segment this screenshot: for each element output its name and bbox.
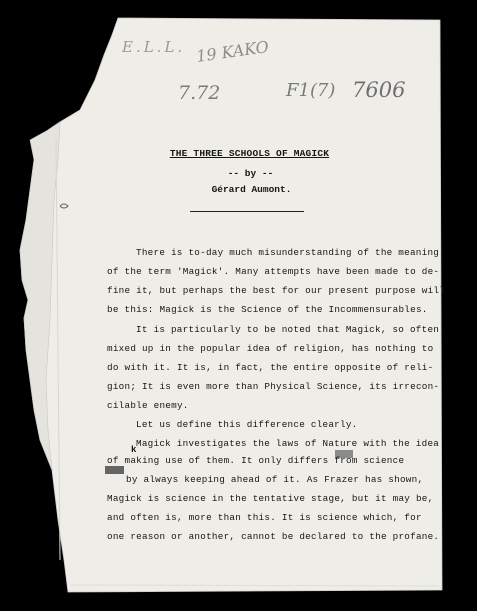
text-line: of making use of them. It only differs from science	[107, 455, 405, 466]
text-line: cilable enemy.	[107, 400, 189, 411]
text-line: Magick investigates the laws of Nature with the idea	[136, 438, 440, 449]
annotation-number: 7606	[352, 78, 406, 102]
text-line: There is to-day much misunderstanding of the meaning	[136, 247, 440, 258]
byline: -- by --	[227, 168, 274, 179]
text-line: and often is, more than this. It is science which, for	[107, 512, 422, 523]
annotation-folio-note: 19 KAKO	[195, 37, 270, 66]
text-line: one reason or another, cannot be declared to the profane.	[107, 531, 440, 542]
text-line: do with it. It is, in fact, the entire opposite of reli-	[107, 362, 434, 373]
annotation-catalog-mark: F1(7)	[286, 80, 336, 101]
author-name: Gérard Aumont.	[211, 184, 292, 195]
text-line: mixed up in the popular idea of religion, has nothing to	[107, 343, 434, 354]
document-title: THE THREE SCHOOLS OF MAGICK	[169, 148, 330, 159]
text-line: Magick is science in the tentative stage, but it may be,	[107, 493, 434, 504]
text-line: be this: Magick is the Science of the Incommensurables.	[107, 304, 428, 315]
text-line: of the term 'Magick'. Many attempts have been made to de-	[107, 266, 440, 277]
text-line: It is particularly to be noted that Magick, so often	[136, 324, 440, 335]
strikeout-blot	[105, 466, 124, 474]
title-divider	[190, 211, 304, 212]
insertion-mark: k	[131, 445, 137, 455]
annotation-scribble: E.L.L.	[122, 38, 186, 56]
text-line: by always keeping ahead of it. As Frazer has shown,	[126, 474, 424, 485]
annotation-page-ref: 7.72	[178, 82, 221, 104]
text-line: fine it, but perhaps the best for our present purpose will	[107, 285, 446, 296]
text-line: Let us define this difference clearly.	[136, 419, 358, 430]
text-line: gion; It is even more than Physical Science, its irrecon-	[107, 381, 440, 392]
